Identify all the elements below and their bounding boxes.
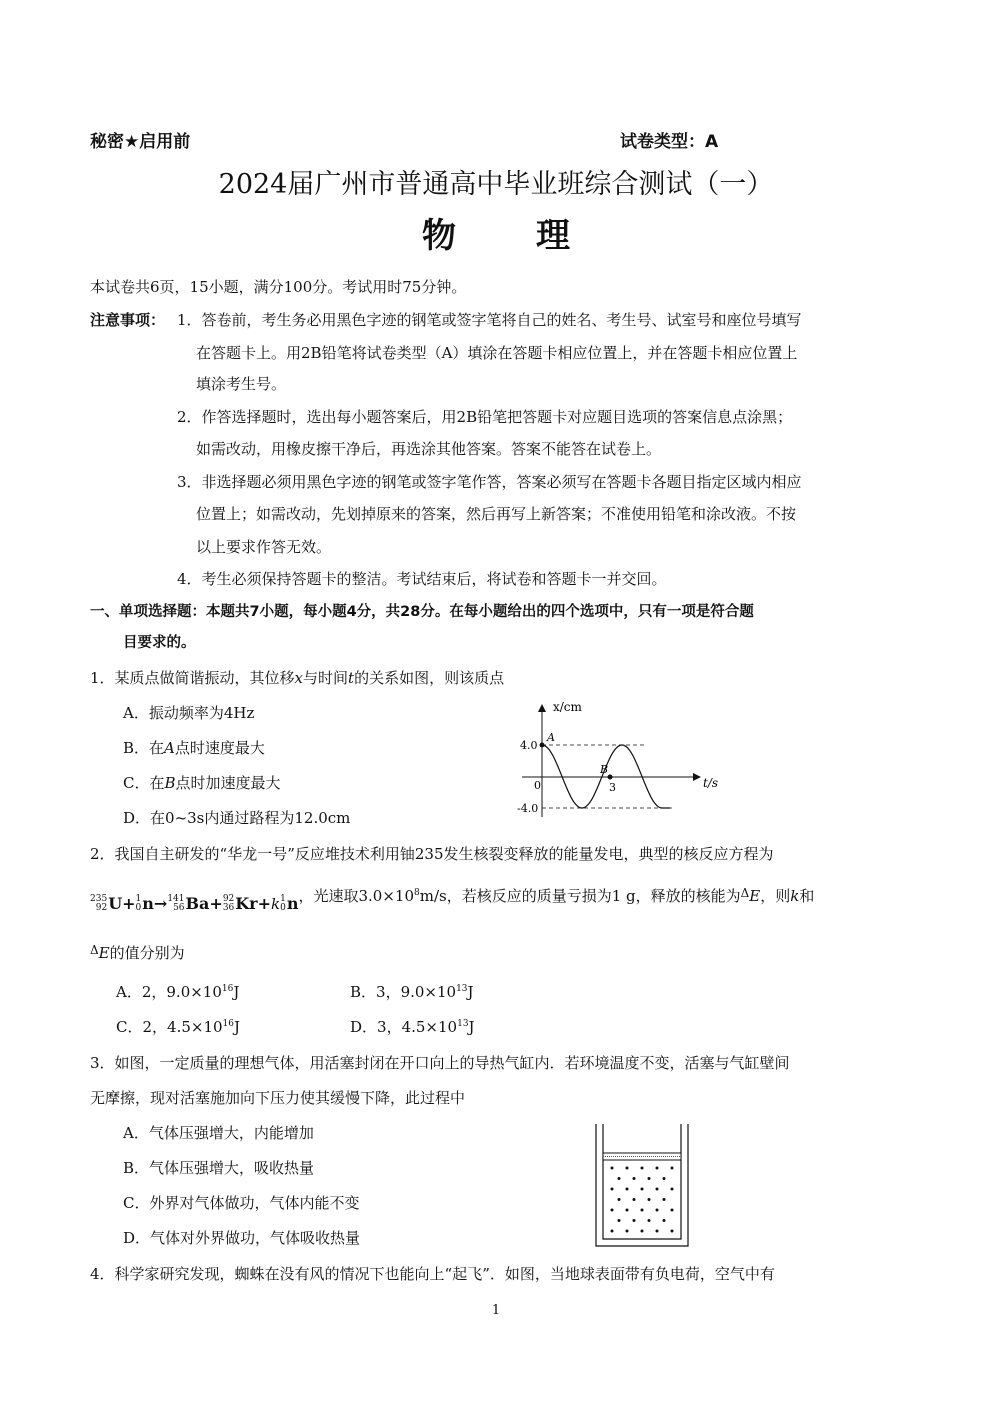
gas-dot bbox=[618, 1177, 621, 1180]
note-1-line-2: 在答题卡上。用2B铅笔将试卷类型（A）填涂在答题卡相应位置上，并在答题卡相应位置上 bbox=[196, 344, 798, 362]
q4-stem-line-1: 4．科学家研究发现，蜘蛛在没有风的情况下也能向上“起飞”．如图，当地球表面带有负电荷，空气中有 bbox=[90, 1265, 775, 1283]
note-3-line-2: 位置上；如需改动，先划掉原来的答案，然后再写上新答案；不准使用铅笔和涂改液。不按 bbox=[196, 505, 797, 523]
q3-cylinder-figure bbox=[592, 1122, 692, 1250]
q1-stem: 1．某质点做简谐振动，其位移x与时间t的关系如图，则该质点 bbox=[90, 669, 505, 687]
q1-displacement-graph bbox=[510, 695, 725, 825]
gas-dot bbox=[641, 1209, 644, 1212]
q1-option-d: D．在0~3s内通过路程为12.0cm bbox=[123, 809, 351, 827]
q3-option-a: A．气体压强增大，内能增加 bbox=[123, 1124, 314, 1142]
gas-dot bbox=[626, 1230, 629, 1233]
gas-dot bbox=[626, 1188, 629, 1191]
section-1-heading-cont: 目要求的。 bbox=[123, 635, 196, 651]
q3-option-b: B．气体压强增大，吸收热量 bbox=[123, 1159, 315, 1177]
note-1-line-1: 1．答卷前，考生务必用黑色字迹的钢笔或签字笔将自己的姓名、考生号、试室号和座位号填写 bbox=[177, 311, 802, 329]
gas-dot bbox=[626, 1167, 629, 1170]
gas-dot bbox=[648, 1177, 651, 1180]
q2-stem-line-2: 235 92 U + 1 0 n → 141 56 Ba + 92 36 Kr + k 1 0 n ，光速取$3.0\times 10^8m/s$，若核反应的质量亏损为1 g，释放的核能为$^\Delta$E，则k和 bbox=[90, 886, 815, 913]
gas-dot bbox=[656, 1167, 659, 1170]
gas-dot bbox=[656, 1230, 659, 1233]
subject-title: 物理 bbox=[422, 216, 650, 256]
note-3-line-1: 3．非选择题必须用黑色字迹的钢笔或签字笔作答，答案必须写在答题卡各题目指定区域内相应 bbox=[177, 473, 802, 491]
gas-dot bbox=[633, 1198, 636, 1201]
gas-dot bbox=[663, 1198, 666, 1201]
y-max-label: 4.0 bbox=[520, 739, 538, 752]
tick-3-label: 3 bbox=[609, 781, 616, 794]
q2-stem-line-1: 2．我国自主研发的“华龙一号”反应堆技术利用铀235发生核裂变释放的能量发电，典型的核反应方程为 bbox=[90, 845, 774, 863]
cylinder-wall bbox=[596, 1124, 688, 1246]
q2-option-a: A．2，$9.0\times 10^{16}J$ bbox=[116, 983, 240, 1001]
gas-dot bbox=[611, 1230, 614, 1233]
gas-dots bbox=[611, 1167, 674, 1233]
y-axis-label: x/cm bbox=[553, 700, 582, 714]
exam-title: 2024届广州市普通高中毕业班综合测试（一） bbox=[218, 169, 774, 200]
paper-type-label: 试卷类型：A bbox=[620, 132, 719, 152]
note-2-line-2: 如需改动，用橡皮擦干净后，再选涂其他答案。答案不能答在试卷上。 bbox=[196, 440, 662, 458]
point-a-dot bbox=[540, 743, 545, 748]
point-b-dot bbox=[608, 775, 613, 780]
note-2-line-1: 2．作答选择题时，选出每小题答案后，用2B铅笔把答题卡对应题目选项的答案信息点涂黑； bbox=[177, 408, 793, 426]
gas-dot bbox=[626, 1209, 629, 1212]
gas-dot bbox=[618, 1219, 621, 1222]
nuclear-equation: 235 92 U + 1 0 n → 141 56 Ba + 92 36 Kr + k 1 0 n bbox=[90, 894, 299, 913]
gas-dot bbox=[611, 1209, 614, 1212]
gas-dot bbox=[648, 1198, 651, 1201]
q2-option-c: C．2，$4.5\times 10^{16}J$ bbox=[116, 1018, 240, 1036]
q1-option-c: C．在B点时加速度最大 bbox=[123, 774, 281, 792]
gas-dot bbox=[611, 1188, 614, 1191]
gas-dot bbox=[641, 1230, 644, 1233]
gas-dot bbox=[641, 1167, 644, 1170]
gas-dot bbox=[618, 1198, 621, 1201]
point-a-label: A bbox=[547, 731, 555, 744]
cylinder-inner-wall bbox=[603, 1124, 681, 1239]
gas-dot bbox=[633, 1219, 636, 1222]
notes-label: 注意事项： bbox=[90, 311, 166, 329]
q1-option-a: A．振动频率为4Hz bbox=[123, 704, 255, 722]
q3-stem-line-2: 无摩擦，现对活塞施加向下压力使其缓慢下降，此过程中 bbox=[90, 1089, 466, 1107]
gas-dot bbox=[648, 1219, 651, 1222]
gas-dot bbox=[663, 1177, 666, 1180]
gas-dot bbox=[663, 1219, 666, 1222]
gas-dot bbox=[656, 1188, 659, 1191]
gas-dot bbox=[671, 1209, 674, 1212]
intro-text: 本试卷共6页，15小题，满分100分。考试用时75分钟。 bbox=[90, 278, 467, 296]
q3-option-c: C．外界对气体做功，气体内能不变 bbox=[123, 1194, 360, 1212]
gas-dot bbox=[633, 1177, 636, 1180]
gas-dot bbox=[671, 1188, 674, 1191]
section-1-heading: 一、单项选择题：本题共7小题，每小题4分，共28分。在每小题给出的四个选项中，只有一项是符合题 bbox=[90, 604, 754, 620]
secret-label: 秘密★启用前 bbox=[90, 132, 191, 152]
note-3-line-3: 以上要求作答无效。 bbox=[196, 538, 332, 556]
gas-dot bbox=[656, 1209, 659, 1212]
y-min-label: -4.0 bbox=[517, 802, 539, 815]
gas-dot bbox=[641, 1188, 644, 1191]
q1-option-b: B．在A点时速度最大 bbox=[123, 739, 265, 757]
page-number: 1 bbox=[491, 1303, 501, 1318]
origin-label: 0 bbox=[534, 779, 541, 792]
gas-dot bbox=[671, 1230, 674, 1233]
q3-stem-line-1: 3．如图，一定质量的理想气体，用活塞封闭在开口向上的导热气缸内．若环境温度不变，活塞与气缸壁间 bbox=[90, 1054, 790, 1072]
gas-dot bbox=[611, 1167, 614, 1170]
note-4-line-1: 4．考生必须保持答题卡的整洁。考试结束后，将试卷和答题卡一并交回。 bbox=[177, 570, 667, 588]
point-b-label: B bbox=[600, 763, 609, 776]
q3-option-d: D．气体对外界做功，气体吸收热量 bbox=[123, 1229, 361, 1247]
q2-option-d: D．3，$4.5\times 10^{13}J$ bbox=[350, 1018, 475, 1036]
x-axis-label: t/s bbox=[703, 776, 719, 790]
gas-dot bbox=[671, 1167, 674, 1170]
note-1-line-3: 填涂考生号。 bbox=[196, 375, 287, 393]
q2-stem-line-3: $^\Delta$E的值分别为 bbox=[90, 943, 185, 962]
q2-option-b: B．3，$9.0\times 10^{13}J$ bbox=[350, 983, 474, 1001]
